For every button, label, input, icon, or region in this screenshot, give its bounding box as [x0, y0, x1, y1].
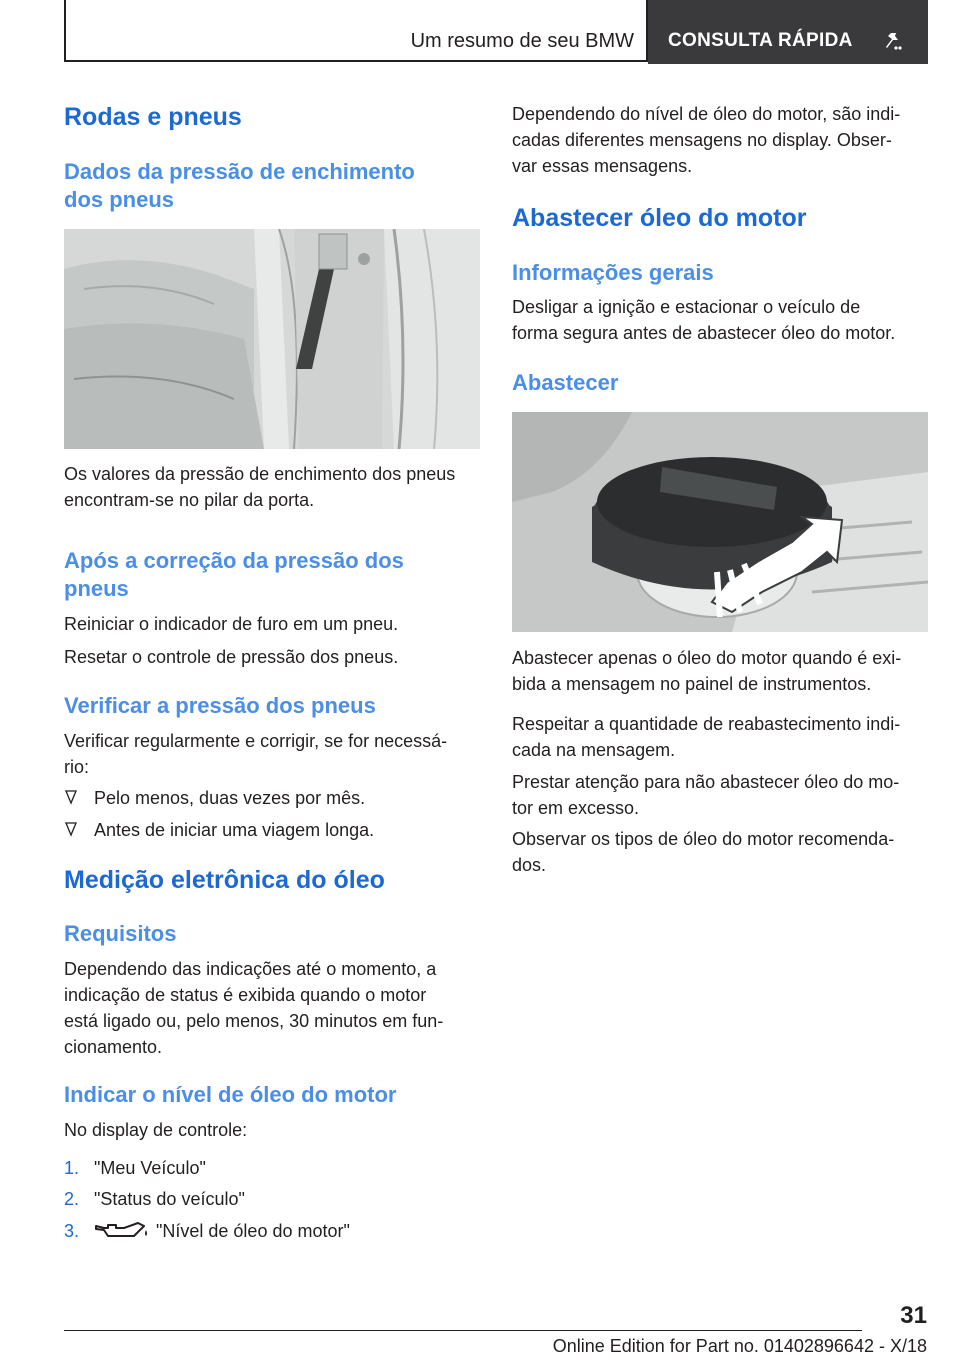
- heading-pressure-data-line2: dos pneus: [64, 187, 175, 212]
- heading-check-pressure: Verificar a pressão dos pneus: [64, 693, 376, 718]
- excess-line2: tor em excesso.: [512, 798, 640, 818]
- requirements-line1: Dependendo das indicações até o momento, a: [64, 959, 437, 979]
- heading-general-info: Informações gerais: [512, 260, 714, 285]
- general-info-line2: forma segura antes de abastecer óleo do motor.: [512, 323, 896, 343]
- page-number: 31: [900, 1302, 927, 1329]
- reset-pressure-control-text: Resetar o controle de pressão dos pneus.: [64, 647, 399, 667]
- step-text: "Meu Veículo": [94, 1158, 206, 1178]
- header-section-box: [64, 0, 648, 62]
- bullet-text: Antes de iniciar uma viagem longa.: [94, 820, 375, 840]
- heading-after-correction-line2: pneus: [64, 576, 129, 601]
- step-number: 3.: [64, 1221, 80, 1241]
- heading-oil-measurement: Medição eletrônica do óleo: [64, 866, 385, 894]
- pin-icon: [882, 30, 904, 52]
- step-text: "Nível de óleo do motor": [156, 1221, 350, 1241]
- step-text: "Status do veículo": [94, 1189, 245, 1209]
- bullet-text: Pelo menos, duas vezes por mês.: [94, 788, 366, 808]
- header-section-label: Um resumo de seu BMW: [410, 30, 634, 52]
- heading-pressure-data-line1: Dados da pressão de enchimento: [64, 159, 415, 184]
- door-pillar-photo: [64, 229, 480, 449]
- oil-types-line2: dos.: [512, 855, 547, 875]
- control-display-text: No display de controle:: [64, 1120, 248, 1140]
- heading-wheels-tires: Rodas e pneus: [64, 103, 242, 131]
- triangle-bullet-icon: [64, 789, 78, 807]
- check-text-line2: rio:: [64, 757, 90, 777]
- triangle-bullet-icon: [64, 821, 78, 839]
- oil-cap-illustration: [512, 412, 928, 632]
- requirements-line4: cionamento.: [64, 1037, 163, 1057]
- reset-flat-tire-text: Reiniciar o indicador de furo em um pneu.: [64, 614, 399, 634]
- heading-requirements: Requisitos: [64, 921, 177, 946]
- pressure-caption-line1: Os valores da pressão de enchimento dos pneus: [64, 464, 456, 484]
- quantity-line1: Respeitar a quantidade de reabastecimento indi-: [512, 714, 901, 734]
- excess-line1: Prestar atenção para não abastecer óleo do mo-: [512, 772, 900, 792]
- quantity-line2: cada na mensagem.: [512, 740, 676, 760]
- oil-can-icon: [94, 1220, 150, 1242]
- check-text-line1: Verificar regularmente e corrigir, se for necessá-: [64, 731, 448, 751]
- oil-filler-cap-photo: [512, 412, 928, 632]
- requirements-line3: está ligado ou, pelo menos, 30 minutos em fun-: [64, 1011, 444, 1031]
- heading-refill: Abastecer: [512, 370, 619, 395]
- footer-divider: [64, 1330, 862, 1331]
- door-pillar-illustration: [64, 229, 480, 449]
- requirements-line2: indicação de status é exibida quando o motor: [64, 985, 427, 1005]
- heading-show-oil-level: Indicar o nível de óleo do motor: [64, 1082, 397, 1107]
- refill-line2: bida a mensagem no painel de instrumentos.: [512, 674, 872, 694]
- oil-types-line1: Observar os tipos de óleo do motor recomenda-: [512, 829, 895, 849]
- heading-add-oil: Abastecer óleo do motor: [512, 204, 807, 232]
- quick-reference-tab[interactable]: [648, 0, 928, 64]
- step-number: 2.: [64, 1189, 80, 1209]
- oil-level-intro-line1: Dependendo do nível de óleo do motor, são indi-: [512, 104, 901, 124]
- oil-level-intro-line3: var essas mensagens.: [512, 156, 693, 176]
- oil-level-intro-line2: cadas diferentes mensagens no display. Obser-: [512, 130, 892, 150]
- general-info-line1: Desligar a ignição e estacionar o veículo de: [512, 297, 861, 317]
- footer-edition-text: Online Edition for Part no. 01402896642 - X/18: [552, 1336, 927, 1356]
- pressure-caption-line2: encontram-se no pilar da porta.: [64, 490, 315, 510]
- refill-line1: Abastecer apenas o óleo do motor quando é exi-: [512, 648, 902, 668]
- heading-after-correction-line1: Após a correção da pressão dos: [64, 548, 404, 573]
- quick-reference-tab-label: CONSULTA RÁPIDA: [668, 30, 853, 51]
- step-number: 1.: [64, 1158, 80, 1178]
- page-header: [64, 0, 928, 64]
